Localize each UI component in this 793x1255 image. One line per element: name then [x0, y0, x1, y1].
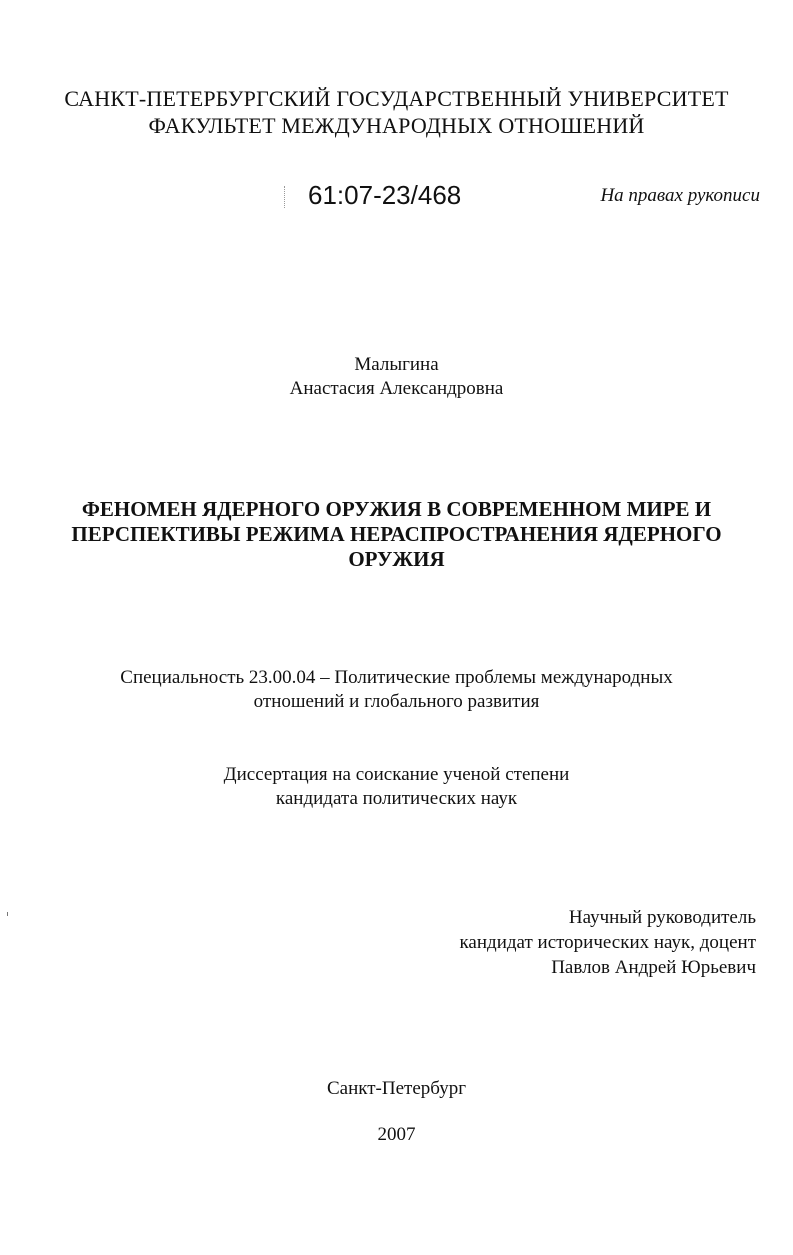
specialty-line-2: отношений и глобального развития [253, 691, 540, 712]
degree-line-1: Диссертация на соискание ученой степени [223, 764, 570, 785]
rights-note: На правах рукописи [600, 185, 760, 206]
catalog-code: 61:07-23/468 [308, 180, 462, 210]
title-line-3: ОРУЖИЯ [348, 547, 445, 571]
author-surname: Малыгина [354, 354, 439, 375]
supervisor-name: Павлов Андрей Юрьевич [551, 957, 756, 978]
supervisor-role: Научный руководитель [568, 907, 756, 928]
title-line-2: ПЕРСПЕКТИВЫ РЕЖИМА НЕРАСПРОСТРАНЕНИЯ ЯДЕРНОГО [71, 522, 722, 546]
year: 2007 [377, 1124, 416, 1145]
city: Санкт-Петербург [326, 1078, 466, 1099]
title-line-1: ФЕНОМЕН ЯДЕРНОГО ОРУЖИЯ В СОВРЕМЕННОМ МИРЕ И [81, 497, 712, 521]
margin-speck [7, 912, 8, 916]
university-name: САНКТ-ПЕТЕРБУРГСКИЙ ГОСУДАРСТВЕННЫЙ УНИВЕРСИТЕТ [64, 86, 729, 111]
faculty-name: ФАКУЛЬТЕТ МЕЖДУНАРОДНЫХ ОТНОШЕНИЙ [148, 113, 645, 138]
margin-mark [284, 186, 286, 208]
author-given-names: Анастасия Александровна [289, 378, 504, 399]
degree-line-2: кандидата политических наук [275, 788, 518, 809]
specialty-line-1: Специальность 23.00.04 – Политические проблемы международных [120, 667, 673, 688]
supervisor-credentials: кандидат исторических наук, доцент [459, 932, 756, 953]
